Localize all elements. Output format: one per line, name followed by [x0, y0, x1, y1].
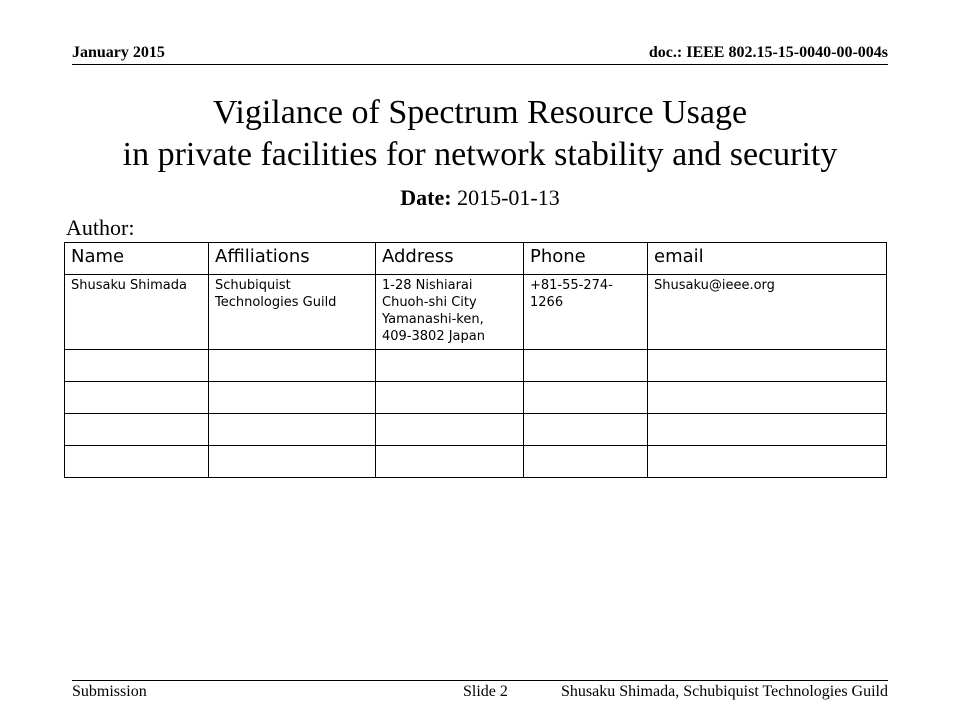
address-line: 1-28 Nishiarai	[382, 278, 473, 293]
empty-cell	[648, 382, 887, 414]
empty-cell	[65, 414, 209, 446]
affiliation-line: Schubiquist	[215, 278, 291, 293]
empty-cell	[524, 382, 648, 414]
table-row-empty	[65, 350, 887, 382]
header-divider	[72, 64, 888, 65]
empty-cell	[648, 414, 887, 446]
empty-cell	[209, 382, 376, 414]
header-doc-id: doc.: IEEE 802.15-15-0040-00-004s	[648, 44, 888, 61]
empty-cell	[65, 350, 209, 382]
footer-slide-number: Slide 2	[463, 683, 508, 700]
table-row	[65, 275, 887, 350]
footer-submission: Submission	[72, 683, 147, 700]
address-line: Yamanashi-ken,	[382, 312, 484, 327]
date-line	[0, 185, 960, 211]
cell-email: Shusaku@ieee.org	[648, 275, 887, 350]
empty-cell	[376, 350, 524, 382]
slide-title	[60, 92, 900, 176]
date-label: Date:	[400, 185, 452, 210]
date-value: 2015-01-13	[457, 185, 560, 210]
empty-cell	[65, 446, 209, 478]
footer-divider	[72, 680, 888, 681]
column-header-phone: Phone	[524, 243, 648, 275]
empty-cell	[209, 350, 376, 382]
footer-author: Shusaku Shimada, Schubiquist Technologies Guild	[560, 683, 888, 700]
title-line-1: Vigilance of Spectrum Resource Usage	[212, 94, 748, 131]
address-line: 409-3802 Japan	[382, 329, 485, 344]
empty-cell	[376, 414, 524, 446]
address-line: Chuoh-shi City	[382, 295, 477, 310]
empty-cell	[209, 446, 376, 478]
empty-cell	[376, 446, 524, 478]
empty-cell	[648, 446, 887, 478]
cell-affiliation	[209, 275, 376, 350]
title-line-2: in private facilities for network stability and security	[122, 136, 838, 173]
affiliation-line: Technologies Guild	[215, 295, 337, 310]
empty-cell	[209, 414, 376, 446]
column-header-affiliations: Affiliations	[209, 243, 376, 275]
author-label: Author:	[66, 215, 135, 240]
empty-cell	[524, 414, 648, 446]
column-header-address: Address	[376, 243, 524, 275]
table-header-row	[65, 243, 887, 275]
table-row-empty	[65, 382, 887, 414]
cell-phone: +81-55-274-1266	[524, 275, 648, 350]
table-row-empty	[65, 414, 887, 446]
empty-cell	[524, 350, 648, 382]
table-row-empty	[65, 446, 887, 478]
empty-cell	[648, 350, 887, 382]
empty-cell	[65, 382, 209, 414]
empty-cell	[524, 446, 648, 478]
column-header-email: email	[648, 243, 887, 275]
empty-cell	[376, 382, 524, 414]
author-table	[64, 242, 887, 478]
cell-name: Shusaku Shimada	[65, 275, 209, 350]
column-header-name: Name	[65, 243, 209, 275]
header-date: January 2015	[72, 44, 165, 61]
cell-address	[376, 275, 524, 350]
